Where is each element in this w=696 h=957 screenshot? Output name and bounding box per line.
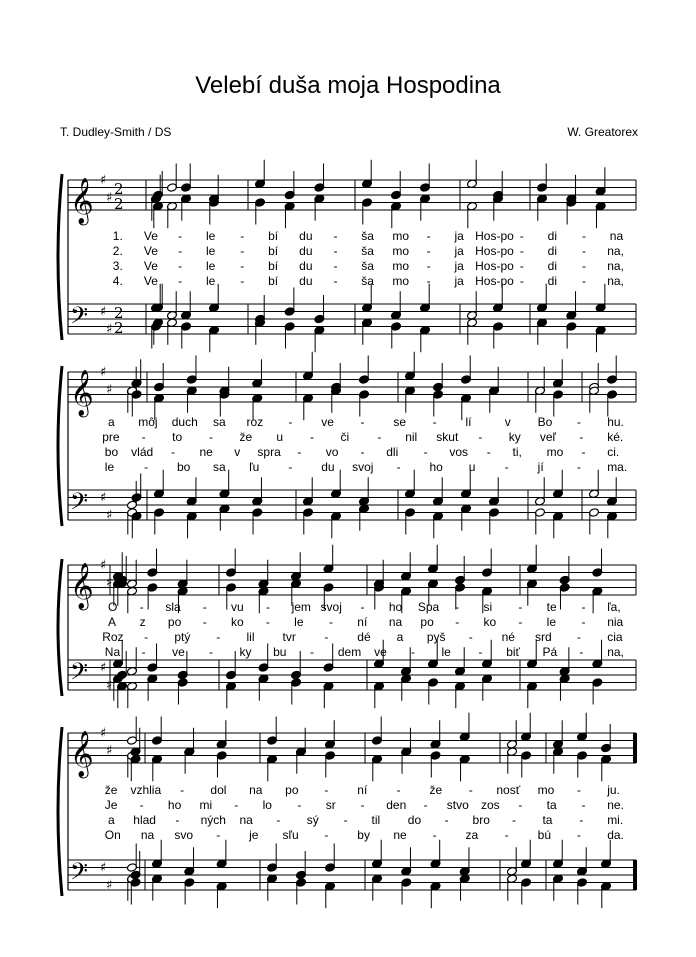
lyric-syllable: pyš (426, 630, 446, 644)
lyric-syllable: ní (357, 615, 368, 629)
lyric-syllable: na, (607, 259, 624, 273)
lyric-syllable: bro (472, 813, 490, 827)
lyric-syllable: srd (535, 630, 552, 644)
lyric-syllable: mo (537, 783, 555, 797)
lyric-syllable: - (333, 229, 338, 243)
lyric-syllable: - (455, 600, 460, 614)
lyric-syllable: Ve (143, 274, 158, 288)
lyric-syllable: - (411, 645, 415, 659)
lyric-syllable: ti, (512, 445, 522, 459)
lyric-syllable: le (104, 460, 115, 474)
lyric-syllable: A (108, 615, 117, 629)
lyric-syllable: a (108, 813, 115, 827)
system-bracket (58, 366, 62, 526)
system-bracket (58, 727, 62, 896)
lyric-syllable: ko (231, 615, 244, 629)
lyric-syllable: le (441, 645, 451, 659)
lyric-syllable: - (444, 813, 449, 827)
treble-clef-icon: 𝄞 (70, 563, 94, 609)
lyric-syllable: du (299, 244, 313, 258)
lyric-syllable: - (141, 430, 146, 444)
lyric-syllable: - (178, 259, 183, 273)
lyric-syllable: - (581, 445, 586, 459)
lyric-syllable: - (328, 615, 333, 629)
final-barline (633, 860, 637, 890)
lyric-syllable: pre (102, 430, 120, 444)
lyric-syllable: - (426, 229, 431, 243)
lyric-syllable: ta (546, 798, 557, 812)
lyric-syllable: - (518, 615, 523, 629)
lyric-syllable: že (429, 783, 443, 797)
lyric-syllable: bu (273, 645, 287, 659)
lyric-syllable: - (478, 430, 483, 444)
lyric-syllable: - (333, 274, 338, 288)
lyric-syllable: - (432, 415, 437, 429)
lyric-syllable: u (276, 430, 284, 444)
lyric-syllable: hlad (133, 813, 156, 827)
lyric-syllable: Je (104, 798, 118, 812)
lyric-syllable: vlád (131, 445, 154, 459)
lyric-syllable: mi (199, 798, 213, 812)
lyric-syllable: ptý (174, 630, 191, 644)
lyric-syllable: - (288, 415, 293, 429)
lyric-syllable: - (324, 828, 329, 842)
time-sig: 2 (114, 195, 124, 213)
lyric-syllable: le (294, 615, 304, 629)
lyric-syllable: - (426, 259, 431, 273)
lyric-syllable: ta (542, 813, 553, 827)
sharp-icon: ♯ (100, 558, 107, 573)
lyric-syllable: svoj (320, 600, 342, 614)
lyric-syllable: le (205, 229, 216, 243)
lyric-syllable: - (426, 274, 431, 288)
page-title: Velebí duša moja Hospodina (195, 72, 501, 99)
lyric-syllable: sý (306, 813, 319, 827)
lyric-syllable: mi. (607, 813, 624, 827)
lyric-syllable: bí (268, 244, 279, 258)
lyric-syllable: - (175, 813, 180, 827)
lyric-syllable: ne (199, 445, 213, 459)
lyric-syllable: du (321, 460, 335, 474)
lyric-syllable: nil (405, 430, 418, 444)
lyric-syllable: Bo (537, 415, 553, 429)
lyric-syllable: po (285, 783, 299, 797)
lyric-syllable: - (310, 430, 314, 444)
lyric-syllable: 3. (112, 259, 123, 273)
lyric-syllable: svo (174, 828, 194, 842)
lyric-syllable: lil (246, 630, 255, 644)
lyric-syllable: lí (465, 415, 472, 429)
lyric-syllable: den (386, 798, 407, 812)
treble-clef-icon: 𝄞 (70, 370, 94, 416)
lyric-syllable: veľ (539, 430, 557, 444)
lyric-syllable: za (465, 828, 479, 842)
lyric-syllable: - (265, 615, 270, 629)
lyric-syllable: bú (537, 828, 552, 842)
lyric-syllable: - (455, 615, 460, 629)
lyric-syllable: dol (210, 783, 227, 797)
lyric-syllable: né (501, 630, 515, 644)
sharp-icon: ♯ (106, 678, 113, 693)
lyric-syllable: z (139, 615, 146, 629)
lyric-syllable: - (297, 798, 302, 812)
lyric-syllable: ké. (607, 430, 624, 444)
lyric-syllable: môj (138, 415, 158, 429)
lyric-syllable: - (288, 460, 293, 474)
lyric-syllable: po (420, 615, 434, 629)
lyric-syllable: mo (392, 259, 410, 273)
sharp-icon: ♯ (106, 382, 113, 398)
lyric-syllable: du (299, 274, 313, 288)
final-barline (633, 733, 637, 763)
lyric-syllable: na, (607, 244, 624, 258)
lyric-syllable: bí (268, 259, 279, 273)
lyric-syllable: 4. (112, 274, 123, 288)
lyric-syllable: biť (506, 645, 521, 659)
lyric-syllable: a (396, 630, 404, 644)
lyric-syllable: mo (392, 244, 410, 258)
lyric-syllable: le (205, 274, 216, 288)
lyric-syllable: til (371, 813, 381, 827)
lyric-syllable: le (205, 259, 216, 273)
sharp-icon: ♯ (106, 575, 113, 591)
lyric-syllable: - (202, 615, 207, 629)
sharp-icon: ♯ (106, 743, 113, 759)
lyric-syllable: ho (167, 798, 182, 812)
lyric-syllable: - (139, 600, 144, 614)
lyric-syllable: Ve (143, 244, 158, 258)
lyric-syllable: lo (262, 798, 272, 812)
lyric-syllable: - (209, 645, 213, 659)
lyric-syllable: sa (213, 460, 226, 474)
sharp-icon: ♯ (106, 190, 113, 206)
lyric-syllable: - (178, 244, 183, 258)
lyric-syllable: ja (454, 244, 464, 258)
lyric-syllable: sľu (282, 828, 299, 842)
lyric-syllable: ho (388, 600, 403, 614)
lyric-syllable: - (581, 274, 586, 288)
lyric-syllable: - (171, 445, 176, 459)
lyric-syllable: - (310, 645, 314, 659)
lyric-syllable: - (581, 229, 586, 243)
lyric-syllable: - (518, 798, 523, 812)
lyric-syllable: - (519, 229, 524, 243)
lyric-syllable: - (423, 798, 428, 812)
lyric-syllable: - (518, 600, 523, 614)
lyric-syllable: - (209, 430, 213, 444)
lyric-syllable: da. (607, 828, 624, 842)
lyric-syllable: - (519, 274, 524, 288)
lyric-syllable: jí (537, 460, 544, 474)
treble-clef-icon: 𝄞 (70, 731, 94, 777)
lyric-syllable: - (180, 783, 185, 797)
lyric-syllable: ných (200, 813, 226, 827)
lyric-syllable: Pá (542, 645, 558, 659)
lyric-syllable: - (333, 244, 338, 258)
composer-credit: W. Greatorex (567, 125, 638, 139)
lyric-syllable: u (468, 460, 476, 474)
system-bracket (58, 559, 62, 696)
lyric-syllable: tvr (282, 630, 296, 644)
lyric-syllable: v (504, 415, 511, 429)
bass-clef-icon: 𝄢 (70, 301, 89, 335)
lyric-syllable: sr (325, 798, 336, 812)
lyric-syllable: na (239, 813, 253, 827)
treble-clef-icon: 𝄞 (70, 178, 94, 224)
bass-clef-icon: 𝄢 (70, 857, 89, 891)
lyric-syllable: na (140, 828, 155, 842)
lyric-syllable: - (202, 600, 207, 614)
lyric-syllable: du (299, 259, 313, 273)
sharp-icon: ♯ (100, 490, 107, 506)
lyric-syllable: Spa (417, 600, 440, 614)
lyric-syllable: skut (436, 430, 459, 444)
lyric-syllable: du (299, 229, 313, 243)
lyric-syllable: - (240, 274, 245, 288)
lyric-syllable: na, (607, 274, 624, 288)
lyric-syllable: Ve (143, 229, 158, 243)
lyric-syllable: ve (374, 645, 387, 659)
lyric-syllable: dli (386, 445, 399, 459)
lyric-syllable: ša (361, 229, 374, 243)
lyric-syllable: - (144, 630, 149, 644)
lyric-syllable: - (324, 630, 329, 644)
lyric-syllable: bo (176, 460, 191, 474)
lyric-syllable: - (396, 460, 401, 474)
lyric-syllable: - (343, 813, 348, 827)
lyric-syllable: - (360, 798, 365, 812)
lyric-syllable: - (581, 615, 586, 629)
lyric-syllable: ľa, (607, 600, 621, 614)
lyric-syllable: spra (257, 445, 281, 459)
lyric-syllable: po (167, 615, 182, 629)
lyric-syllable: svoj (352, 460, 374, 474)
lyric-syllable: vzhlia (130, 783, 162, 797)
lyric-syllable: ša (361, 274, 374, 288)
lyric-syllable: - (504, 828, 509, 842)
lyric-syllable: - (468, 630, 473, 644)
lyric-syllable: - (576, 460, 581, 474)
lyric-syllable: ne. (607, 798, 624, 812)
lyric-syllable: - (240, 229, 245, 243)
lyric-syllable: si (483, 600, 493, 614)
lyric-syllable: na (609, 229, 624, 243)
lyric-syllable: - (478, 645, 483, 659)
lyric-syllable: to (172, 430, 183, 444)
lyric-syllable: v (234, 445, 241, 459)
lyric-syllable: by (357, 828, 370, 842)
lyric-syllable: ju. (607, 783, 620, 797)
lyric-syllable: 2. (112, 244, 123, 258)
lyric-syllable: vo (325, 445, 339, 459)
lyric-syllable: Roz (102, 630, 124, 644)
lyric-syllable: te (546, 600, 557, 614)
lyric-syllable: mo (392, 274, 410, 288)
lyric-syllable: - (396, 783, 401, 797)
lyric-syllable: - (576, 630, 581, 644)
lyric-syllable: na (388, 615, 403, 629)
lyric-syllable: - (426, 244, 431, 258)
system-bracket (58, 174, 62, 340)
lyric-syllable: di (547, 244, 558, 258)
sharp-icon: ♯ (100, 860, 107, 876)
lyric-syllable: ja (454, 274, 464, 288)
lyric-syllable: - (240, 259, 245, 273)
lyric-syllable: dé (357, 630, 371, 644)
lyric-syllable: ci. (607, 445, 620, 459)
sharp-icon: ♯ (100, 726, 107, 741)
lyric-syllable: - (486, 445, 491, 459)
lyric-syllable: zos (480, 798, 500, 812)
lyric-syllable: jem (291, 600, 311, 614)
lyric-syllable: - (240, 244, 245, 258)
lyric-syllable: duch (171, 415, 198, 429)
bass-clef-icon: 𝄢 (70, 487, 89, 521)
lyric-syllable: bí (268, 229, 279, 243)
lyric-syllable: roz (246, 415, 264, 429)
lyric-syllable: - (432, 828, 437, 842)
lyric-syllable: On (104, 828, 121, 842)
lyric-syllable: le (546, 615, 557, 629)
lyric-syllable: - (360, 445, 365, 459)
lyric-syllable: - (579, 430, 584, 444)
lyric-syllable: - (144, 460, 149, 474)
lyric-syllable: - (504, 460, 509, 474)
lyric-syllable: hu. (607, 415, 624, 429)
sharp-icon: ♯ (106, 508, 113, 523)
lyric-syllable: ve (172, 645, 185, 659)
lyric-syllable: Hos-po (475, 274, 514, 288)
lyric-syllable: - (377, 430, 382, 444)
lyric-syllable: ja (454, 229, 464, 243)
lyric-syllable: - (519, 244, 524, 258)
sharp-icon: ♯ (100, 660, 107, 676)
sharp-icon: ♯ (106, 878, 113, 893)
lyric-syllable: ve (321, 415, 334, 429)
lyric-syllable: - (468, 783, 473, 797)
lyric-syllable: Hos-po (475, 259, 514, 273)
time-sig: 2 (114, 180, 124, 198)
lyric-syllable: dem (337, 645, 362, 659)
lyric-syllable: - (360, 415, 365, 429)
lyric-syllable: - (579, 813, 584, 827)
lyric-syllable: na (249, 783, 263, 797)
lyric-syllable: - (139, 798, 144, 812)
lyric-syllable: sla (165, 600, 181, 614)
lyric-syllable: di (547, 259, 558, 273)
lyric-syllable: že (239, 430, 253, 444)
time-sig: 2 (114, 304, 124, 322)
lyric-syllable: do (407, 813, 422, 827)
lyric-syllable: - (579, 645, 584, 659)
sharp-icon: ♯ (100, 304, 107, 320)
lyric-syllable: ša (361, 244, 374, 258)
lyric-syllable: - (423, 445, 428, 459)
sharp-icon: ♯ (100, 173, 107, 188)
lyric-syllable: - (265, 600, 270, 614)
lyric-syllable: - (581, 259, 586, 273)
lyric-syllable: - (576, 783, 581, 797)
lyric-syllable: di (547, 274, 558, 288)
lyric-syllable: - (360, 600, 365, 614)
lyric-syllable: ša (361, 259, 374, 273)
lyric-syllable: - (216, 630, 221, 644)
lyric-syllable: O (108, 600, 118, 614)
lyric-syllable: - (576, 828, 581, 842)
lyric-syllable: - (178, 274, 183, 288)
lyric-syllable: či (340, 430, 350, 444)
bass-clef-icon: 𝄢 (70, 657, 89, 691)
lyric-syllable: ky (239, 645, 252, 659)
lyric-syllable: - (141, 645, 146, 659)
lyric-syllable: Na (104, 645, 121, 659)
time-sig: 2 (114, 319, 124, 337)
lyric-syllable: sa (213, 415, 226, 429)
lyric-syllable: mo (392, 229, 410, 243)
lyric-syllable: se (393, 415, 407, 429)
lyric-syllable: stvo (446, 798, 469, 812)
lyric-syllable: ho (429, 460, 443, 474)
lyric-syllable: ky (508, 430, 521, 444)
lyric-syllable: na, (607, 645, 624, 659)
lyric-syllable: ľu (249, 460, 260, 474)
lyric-syllable: 1. (112, 229, 123, 243)
lyric-syllable: - (333, 259, 338, 273)
lyric-syllable: mo (546, 445, 564, 459)
lyric-syllable: a (108, 415, 115, 429)
lyric-syllable: - (324, 783, 329, 797)
lyric-syllable: - (519, 259, 524, 273)
lyric-syllable: cia (607, 630, 623, 644)
lyric-syllable: ní (357, 783, 368, 797)
sharp-icon: ♯ (100, 365, 107, 380)
lyric-syllable: - (216, 828, 221, 842)
lyric-syllable: - (234, 798, 239, 812)
lyric-syllable: - (581, 600, 586, 614)
lyric-syllable: - (178, 229, 183, 243)
sharp-icon: ♯ (106, 322, 113, 337)
lyric-syllable: vos (449, 445, 469, 459)
lyric-syllable: ko (483, 615, 497, 629)
lyric-syllable: Ve (143, 259, 158, 273)
lyric-syllable: di (547, 229, 558, 243)
lyric-syllable: le (205, 244, 216, 258)
lyricist-credit: T. Dudley-Smith / DS (60, 125, 172, 139)
lyric-syllable: ne (393, 828, 407, 842)
lyric-syllable: - (297, 445, 302, 459)
lyric-syllable: bo (104, 445, 119, 459)
lyric-syllable: ma. (607, 460, 628, 474)
lyric-syllable: Hos-po (475, 244, 514, 258)
lyric-syllable: nia (607, 615, 624, 629)
lyric-syllable: - (581, 244, 586, 258)
lyric-syllable: je (249, 828, 259, 842)
lyric-syllable: ja (454, 259, 464, 273)
lyric-syllable: - (581, 798, 586, 812)
lyric-syllable: - (512, 813, 516, 827)
lyric-syllable: nosť (496, 783, 521, 797)
lyric-syllable: že (104, 783, 118, 797)
lyric-syllable: vu (231, 600, 244, 614)
lyric-syllable: - (576, 415, 581, 429)
lyric-syllable: Hos-po (475, 229, 514, 243)
lyric-syllable: bí (268, 274, 279, 288)
lyric-syllable: - (276, 813, 281, 827)
